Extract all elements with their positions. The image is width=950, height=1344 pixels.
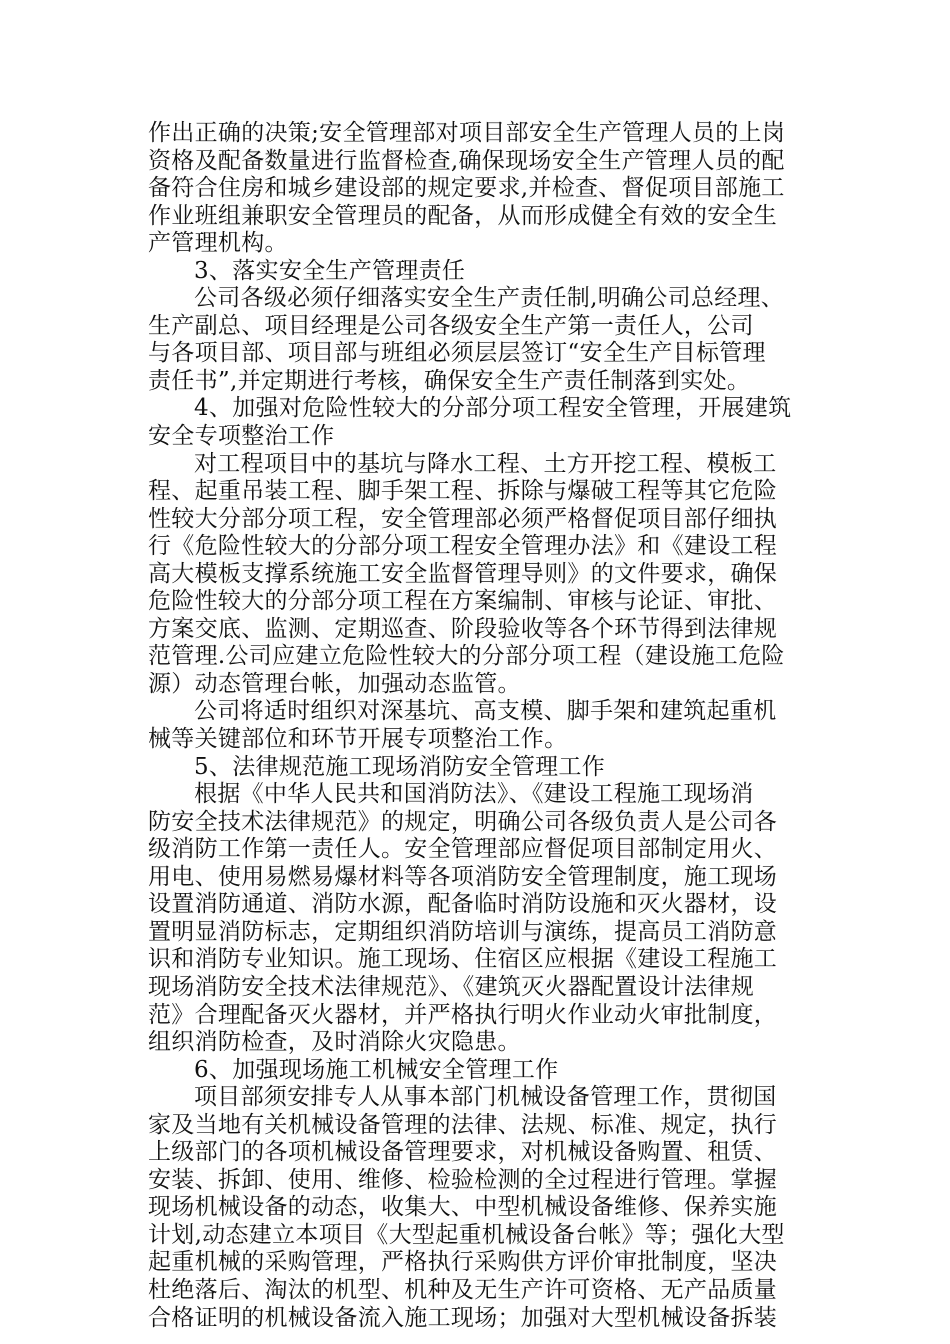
text-line: 防安全技术法律规范》的规定，明确公司各级负责人是公司各 bbox=[148, 808, 778, 835]
text-line: 公司将适时组织对深基坑、高支模、脚手架和建筑起重机 bbox=[194, 698, 777, 725]
text-line: 责任书”,并定期进行考核，确保安全生产责任制落到实处。 bbox=[148, 367, 751, 394]
text-line: 现场消防安全技术法律规范》、《建筑灭火器配置设计法律规 bbox=[148, 973, 755, 1000]
text-line: 作出正确的决策;安全管理部对项目部安全生产管理人员的上岗 bbox=[148, 120, 786, 146]
text-line: 生产副总、项目经理是公司各级安全生产第一责任人，公司 bbox=[148, 312, 754, 339]
text-line: 识和消防专业知识。施工现场、住宿区应根据《建设工程施工 bbox=[148, 946, 778, 973]
text-line: 6、加强现场施工机械安全管理工作 bbox=[194, 1056, 559, 1083]
text-line: 械等关键部位和环节开展专项整治工作。 bbox=[148, 726, 568, 753]
text-line: 范管理.公司应建立危险性较大的分部分项工程（建设施工危险 bbox=[148, 643, 785, 670]
text-line: 组织消防检查，及时消除火灾隐患。 bbox=[148, 1029, 521, 1056]
text-line: 上级部门的各项机械设备管理要求，对机械设备购置、租赁、 bbox=[148, 1139, 778, 1166]
text-line: 资格及配备数量进行监督检查,确保现场安全生产管理人员的配 bbox=[148, 147, 785, 174]
text-line: 用电、使用易燃易爆材料等各项消防安全管理制度，施工现场 bbox=[148, 863, 778, 890]
text-line: 级消防工作第一责任人。安全管理部应督促项目部制定用火、 bbox=[148, 836, 778, 863]
text-line: 备符合住房和城乡建设部的规定要求,并检查、督促项目部施工 bbox=[148, 175, 785, 202]
document-body bbox=[148, 120, 808, 1332]
text-line: 设置消防通道、消防水源，配备临时消防设施和灭火器材，设 bbox=[148, 891, 778, 918]
text-line: 作业班组兼职安全管理员的配备，从而形成健全有效的安全生 bbox=[148, 202, 778, 229]
text-line: 高大模板支撑系统施工安全监督管理导则》的文件要求，确保 bbox=[148, 560, 778, 587]
text-line: 安全专项整治工作 bbox=[148, 423, 335, 450]
text-line: 5、法律规范施工现场消防安全管理工作 bbox=[194, 753, 606, 780]
text-line: 4、加强对危险性较大的分部分项工程安全管理，开展建筑 bbox=[194, 395, 792, 422]
text-line: 3、落实安全生产管理责任 bbox=[194, 257, 466, 284]
text-line: 对工程项目中的基坑与降水工程、土方开挖工程、模板工 bbox=[194, 450, 777, 477]
text-line: 范》合理配备灭火器材，并严格执行明火作业动火审批制度， bbox=[148, 1001, 778, 1028]
text-line: 计划,动态建立本项目《大型起重机械设备台帐》等；强化大型 bbox=[148, 1221, 785, 1248]
text-line: 危险性较大的分部分项工程在方案编制、审核与论证、审批、 bbox=[148, 588, 778, 615]
text-line: 项目部须安排专人从事本部门机械设备管理工作，贯彻国 bbox=[194, 1084, 777, 1111]
text-line: 公司各级必须仔细落实安全生产责任制,明确公司总经理、 bbox=[194, 285, 785, 312]
text-line: 性较大分部分项工程，安全管理部必须严格督促项目部仔细执 bbox=[148, 505, 778, 532]
text-line: 置明显消防标志，定期组织消防培训与演练，提高员工消防意 bbox=[148, 918, 778, 945]
text-line: 与各项目部、项目部与班组必须层层签订“安全生产目标管理 bbox=[148, 340, 766, 367]
text-line: 合格证明的机械设备流入施工现场；加强对大型机械设备拆装 bbox=[148, 1304, 778, 1331]
text-line: 源）动态管理台帐，加强动态监管。 bbox=[148, 670, 521, 697]
text-line: 家及当地有关机械设备管理的法律、法规、标准、规定，执行 bbox=[148, 1111, 778, 1138]
text-line: 行《危险性较大的分部分项工程安全管理办法》和《建设工程 bbox=[148, 533, 778, 560]
text-line: 方案交底、监测、定期巡查、阶段验收等各个环节得到法律规 bbox=[148, 615, 778, 642]
text-line: 起重机械的采购管理，严格执行采购供方评价审批制度，坚决 bbox=[148, 1249, 778, 1276]
text-line: 根据《中华人民共和国消防法》、《建设工程施工现场消 bbox=[194, 781, 754, 808]
text-line: 现场机械设备的动态，收集大、中型机械设备维修、保养实施 bbox=[148, 1194, 778, 1221]
text-line: 杜绝落后、淘汰的机型、机种及无生产许可资格、无产品质量 bbox=[148, 1276, 778, 1303]
text-line: 安装、拆卸、使用、维修、检验检测的全过程进行管理。掌握 bbox=[148, 1166, 778, 1193]
text-line: 产管理机构。 bbox=[148, 230, 288, 257]
text-line: 程、起重吊装工程、脚手架工程、拆除与爆破工程等其它危险 bbox=[148, 478, 778, 505]
